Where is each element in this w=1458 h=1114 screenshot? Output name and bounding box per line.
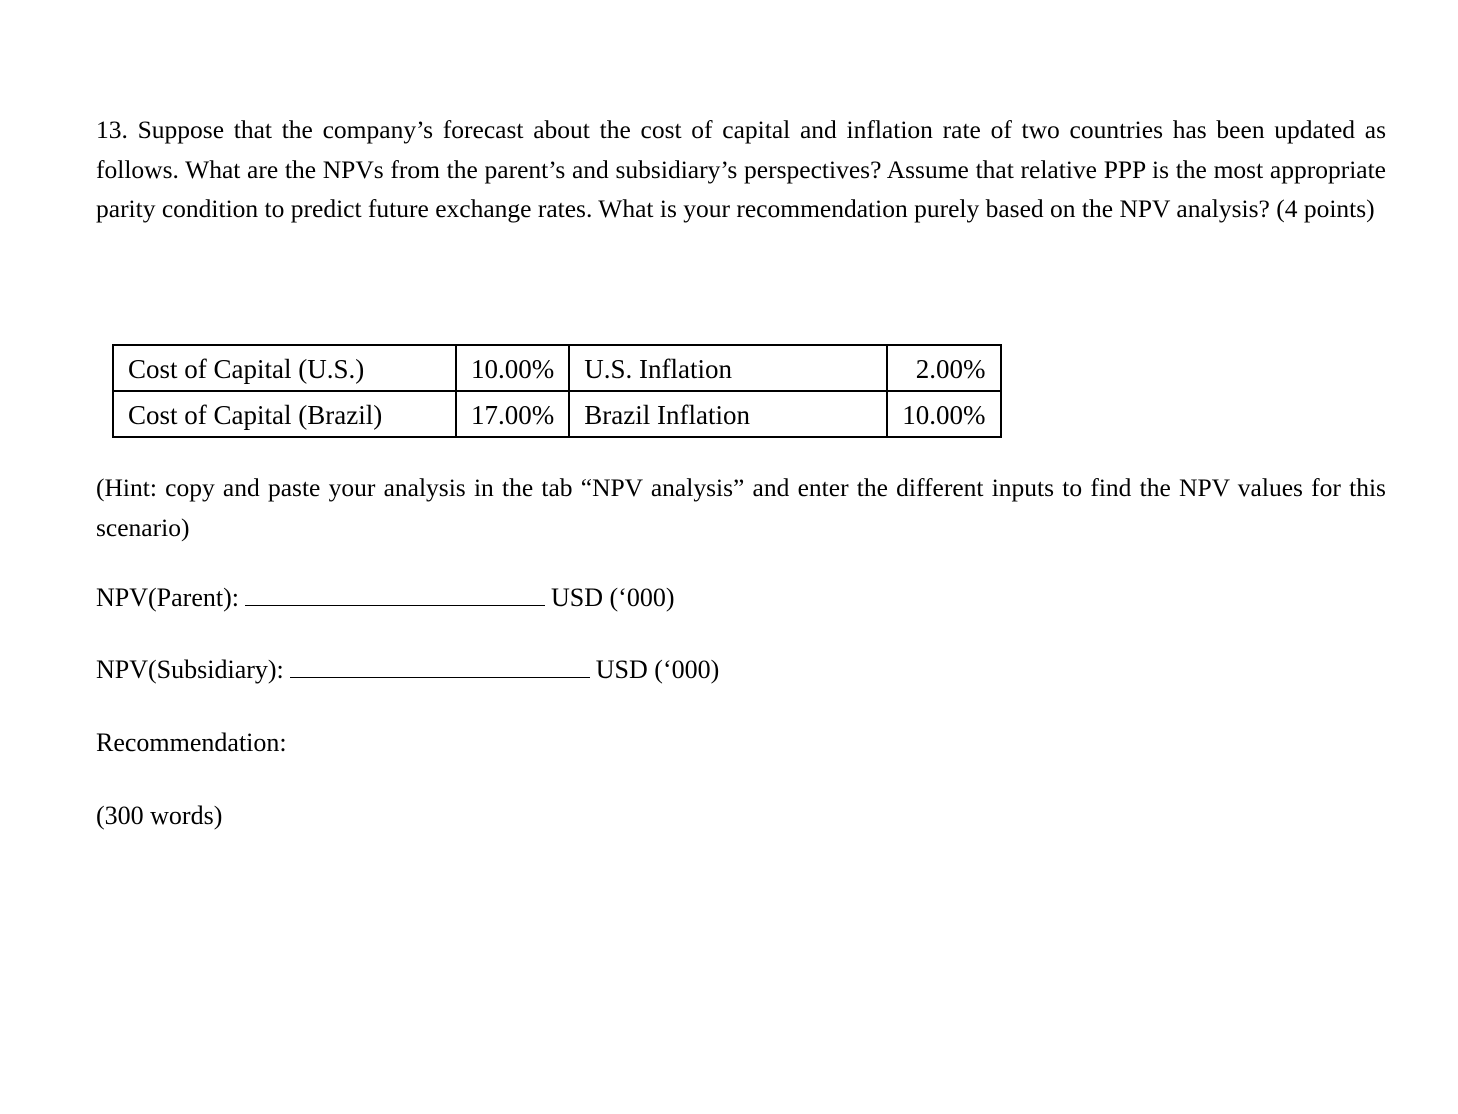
- npv-subsidiary-line: [96, 652, 719, 688]
- cost-of-capital-brazil-value: 17.00%: [456, 391, 569, 437]
- npv-subsidiary-blank[interactable]: [290, 653, 590, 678]
- word-count-note: (300 words): [96, 801, 223, 830]
- brazil-inflation-label: Brazil Inflation: [569, 391, 887, 437]
- cost-of-capital-brazil-label: Cost of Capital (Brazil): [113, 391, 456, 437]
- npv-parent-line: [96, 580, 674, 616]
- table-row: [113, 391, 1001, 437]
- us-inflation-label: U.S. Inflation: [569, 345, 887, 391]
- cost-of-capital-us-label: Cost of Capital (U.S.): [113, 345, 456, 391]
- npv-subsidiary-unit: USD (‘000): [595, 655, 720, 684]
- hint-text: (Hint: copy and paste your analysis in the tab “NPV analysis” and enter the different inputs to find the NPV values for this scenario): [96, 473, 1386, 542]
- recommendation-label: Recommendation:: [96, 728, 287, 757]
- npv-parent-blank[interactable]: [245, 581, 545, 606]
- cost-of-capital-us-value: 10.00%: [456, 345, 569, 391]
- npv-parent-label: NPV(Parent):: [96, 583, 239, 612]
- us-inflation-value: 2.00%: [887, 345, 1000, 391]
- npv-subsidiary-label: NPV(Subsidiary):: [96, 655, 284, 684]
- brazil-inflation-value: 10.00%: [887, 391, 1000, 437]
- npv-parent-unit: USD (‘000): [550, 583, 675, 612]
- table-row: [113, 345, 1001, 391]
- question-text: 13. Suppose that the company’s forecast about the cost of capital and inflation rate of two countries has been updated as follows. What are the NPVs from the parent’s and subsidiary’s perspectives? Assume that relative PPP is the most appropriate parity condition to predict future exchange rates. What is your recommendation purely based on the NPV analysis? (4 points): [96, 115, 1386, 223]
- rates-table: [112, 344, 1002, 438]
- document-page: [96, 110, 1386, 830]
